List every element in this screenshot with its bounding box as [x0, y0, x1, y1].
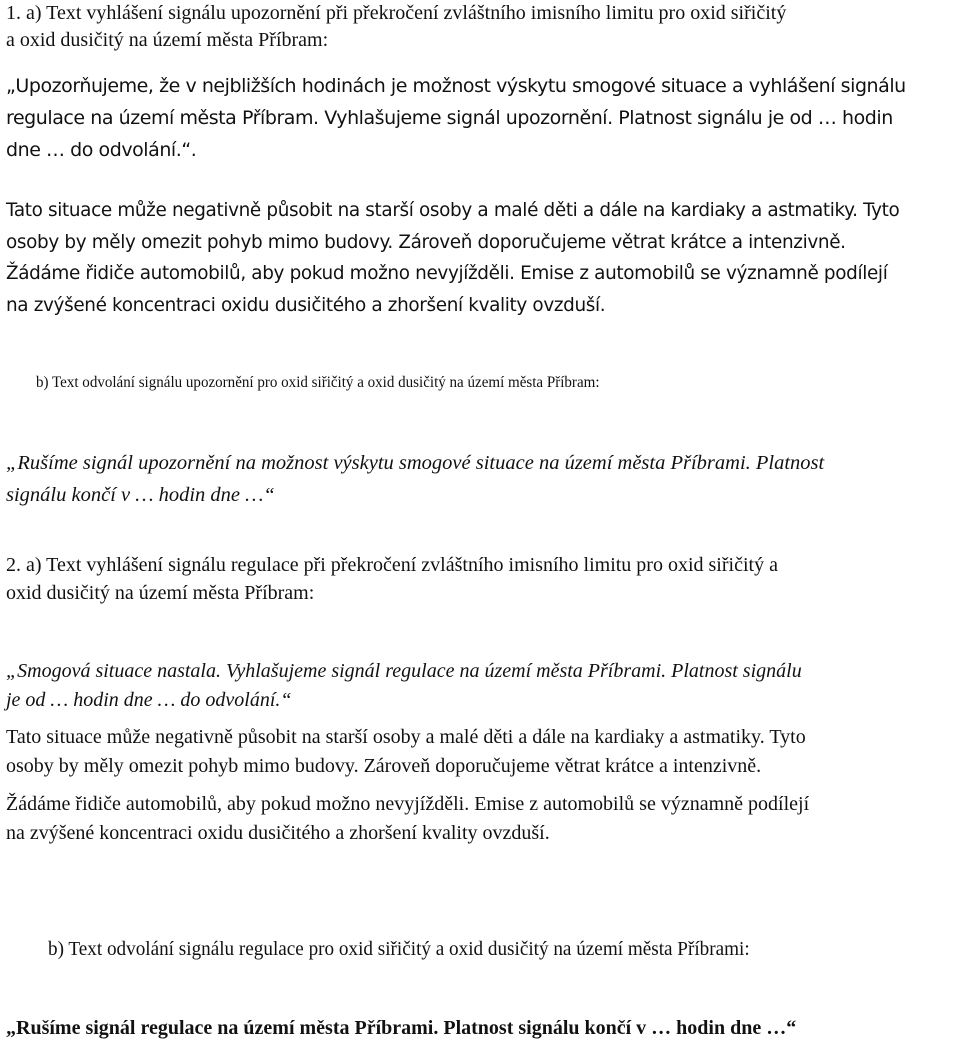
section-1b-cancellation-text	[6, 447, 956, 511]
paragraph-line: „Upozorňujeme, že v nejbližších hodinách je možnost výskytu smogové situace a vyhlášení signálu	[6, 75, 906, 97]
section-2a-heading	[6, 551, 956, 607]
section-1a-heading	[6, 0, 956, 54]
paragraph-line: je od … hodin dne … do odvolání.“	[6, 689, 292, 711]
section-2a-notice-text	[6, 657, 956, 715]
heading-line: oxid dusičitý na území města Příbram:	[6, 582, 315, 604]
section-1a-health-advice	[6, 195, 956, 259]
paragraph-line: „Smogová situace nastala. Vyhlašujeme signál regulace na území města Příbrami. Platnost signálu	[6, 660, 802, 682]
heading-line: 2. a) Text vyhlášení signálu regulace při překročení zvláštního imisního limitu pro oxid siřičitý a	[6, 554, 778, 576]
paragraph-line: dne … do odvolání.“.	[6, 139, 197, 161]
section-2a-driver-advice	[6, 790, 956, 848]
paragraph-line: na zvýšené koncentraci oxidu dusičitého a zhoršení kvality ovzduší.	[6, 295, 606, 316]
paragraph-line: na zvýšené koncentraci oxidu dusičitého a zhoršení kvality ovzduší.	[6, 822, 550, 844]
paragraph-line: osoby by měly omezit pohyb mimo budovy. Zároveň doporučujeme větrat krátce a intenzivně.	[6, 232, 846, 253]
section-1a-driver-advice	[6, 258, 956, 322]
paragraph-line: signálu končí v … hodin dne …“	[6, 484, 275, 506]
paragraph-line: regulace na území města Příbram. Vyhlašujeme signál upozornění. Platnost signálu je od … hodin	[6, 107, 893, 129]
paragraph-line: Tato situace může negativně působit na starší osoby a malé děti a dále na kardiaky a astmatiky. Tyto	[6, 200, 900, 221]
paragraph-line: „Rušíme signál upozornění na možnost výskytu smogové situace na území města Příbrami. Platnost	[6, 452, 825, 474]
paragraph-line: osoby by měly omezit pohyb mimo budovy. Zároveň doporučujeme větrat krátce a intenzivně.	[6, 755, 762, 777]
paragraph-line: Žádáme řidiče automobilů, aby pokud možno nevyjížděli. Emise z automobilů se významně podílejí	[6, 263, 888, 284]
paragraph-line: Tato situace může negativně působit na starší osoby a malé děti a dále na kardiaky a astmatiky. Tyto	[6, 726, 806, 748]
heading-line: 1. a) Text vyhlášení signálu upozornění při překročení zvláštního imisního limitu pro oxid siřičitý	[6, 2, 787, 24]
heading-line: a oxid dusičitý na území města Příbram:	[6, 29, 329, 51]
section-1b-heading: b) Text odvolání signálu upozornění pro oxid siřičitý a oxid dusičitý na území města Příbram:	[36, 374, 600, 391]
section-2a-health-advice	[6, 723, 956, 781]
section-2b-heading: b) Text odvolání signálu regulace pro oxid siřičitý a oxid dusičitý na území města Příbrami:	[48, 938, 750, 960]
section-1a-notice-text	[6, 70, 956, 166]
paragraph-line: Žádáme řidiče automobilů, aby pokud možno nevyjížděli. Emise z automobilů se významně podílejí	[6, 793, 810, 815]
section-2b-cancellation-text: „Rušíme signál regulace na území města Příbrami. Platnost signálu končí v … hodin dne …“	[6, 1017, 797, 1039]
